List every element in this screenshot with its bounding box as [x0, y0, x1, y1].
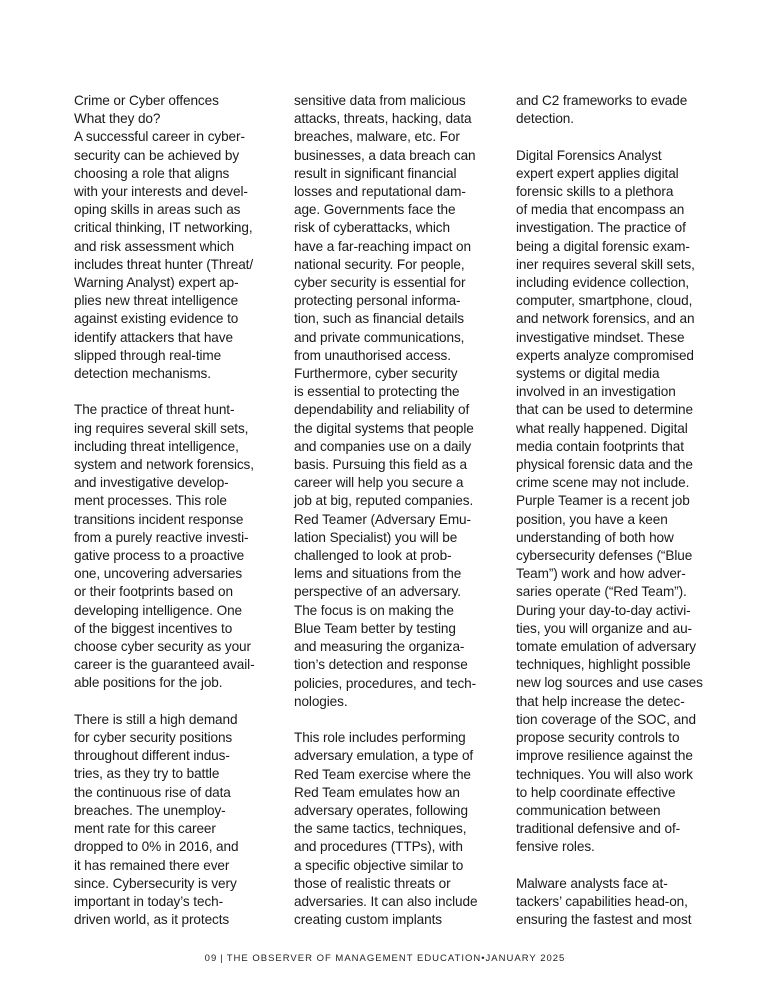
paragraph: This role includes performing adversary emulation, a type of Red Team exercise where the Red Team emulates how an adversary operates, following the same tactics, techniques, and procedures (TTPs), with a specific objective similar to those of realistic threats or adversaries. It can also include creating custom implants [294, 730, 478, 928]
paragraph: and C2 frameworks to evade detection. [516, 93, 688, 127]
text-column-1 [74, 92, 279, 929]
publication-title: THE OBSERVER OF MANAGEMENT EDUCATION•JANUARY 2025 [226, 953, 566, 964]
page-number: 09 [204, 953, 218, 964]
paragraph: There is still a high demand for cyber security positions throughout different indus- tries, as they try to battle the continuous rise of data breaches. The unemploy- ment rate for this career dropped to 0% in 2016, and it has remained there ever since. Cybersecurity is very important in today’s tech- driven world, as it protects [74, 711, 239, 928]
page-footer [0, 953, 770, 964]
paragraph: Crime or Cyber offences What they do? A successful career in cyber- security can be achieved by choosing a role that aligns with your interests and devel- oping skills in areas such as critical thinking, IT networking, and risk assessment which includes threat hunter (Threat/ Warning Analyst) expert ap- plies new threat intelligence against existing evidence to identify attackers that have slipped through real-time detection mechanisms. [74, 93, 254, 382]
paragraph: Malware analysts face at- tackers’ capabilities head-on, ensuring the fastest and most [516, 875, 692, 928]
paragraph: The practice of threat hunt- ing requires several skill sets, including threat intelligence, system and network forensics, and investigative develop- ment processes. This role transitions incident response from a purely reactive investi- gative process to a proactive one, uncovering adversaries or their footprints based on developing intelligence. One of the biggest incentives to choose cyber security as your career is the guaranteed avail- able positions for the job. [74, 402, 255, 691]
text-column-2 [294, 92, 499, 929]
text-column-3 [516, 92, 721, 929]
paragraph: sensitive data from malicious attacks, threats, hacking, data breaches, malware, etc. For businesses, a data breach can result in significant financial losses and reputational dam- age. Governments face the risk of cyberattacks, which have a far-reaching impact on national security. For people, cyber security is essential for protecting personal informa- tion, such as financial details and private communications, from unauthorised access. Furthermore, cyber security is essential to protecting the dependability and reliability of the digital systems that people and companies use on a daily basis. Pursuing this field as a career will help you secure a job at big, reputed companies. Red Teamer (Adversary Emu- lation Specialist) you will be challenged to look at prob- lems and situations from the perspective of an adversary. The focus is on making the Blue Team better by testing and measuring the organiza- tion’s detection and response policies, procedures, and tech- nologies. [294, 93, 477, 709]
footer-separator: | [220, 953, 224, 964]
paragraph: Digital Forensics Analyst expert expert applies digital forensic skills to a plethora of media that encompass an investigation. The practice of being a digital forensic exam- iner requires several skill sets, including evidence collection, computer, smartphone, cloud, and network forensics, and an investigative mindset. These experts analyze compromised systems or digital media involved in an investigation that can be used to determine what really happened. Digital media contain footprints that physical forensic data and the crime scene may not include. Purple Teamer is a recent job position, you have a keen understanding of both how cybersecurity defenses (“Blue Team”) work and how adver- saries operate (“Red Team”). During your day-to-day activi- ties, you will organize and au- tomate emulation of adversary techniques, highlight possible new log sources and use cases that help increase the detec- tion coverage of the SOC, and propose security controls to improve resilience against the techniques. You will also work to help coordinate effective communication between traditional defensive and of- fensive roles. [516, 147, 703, 855]
